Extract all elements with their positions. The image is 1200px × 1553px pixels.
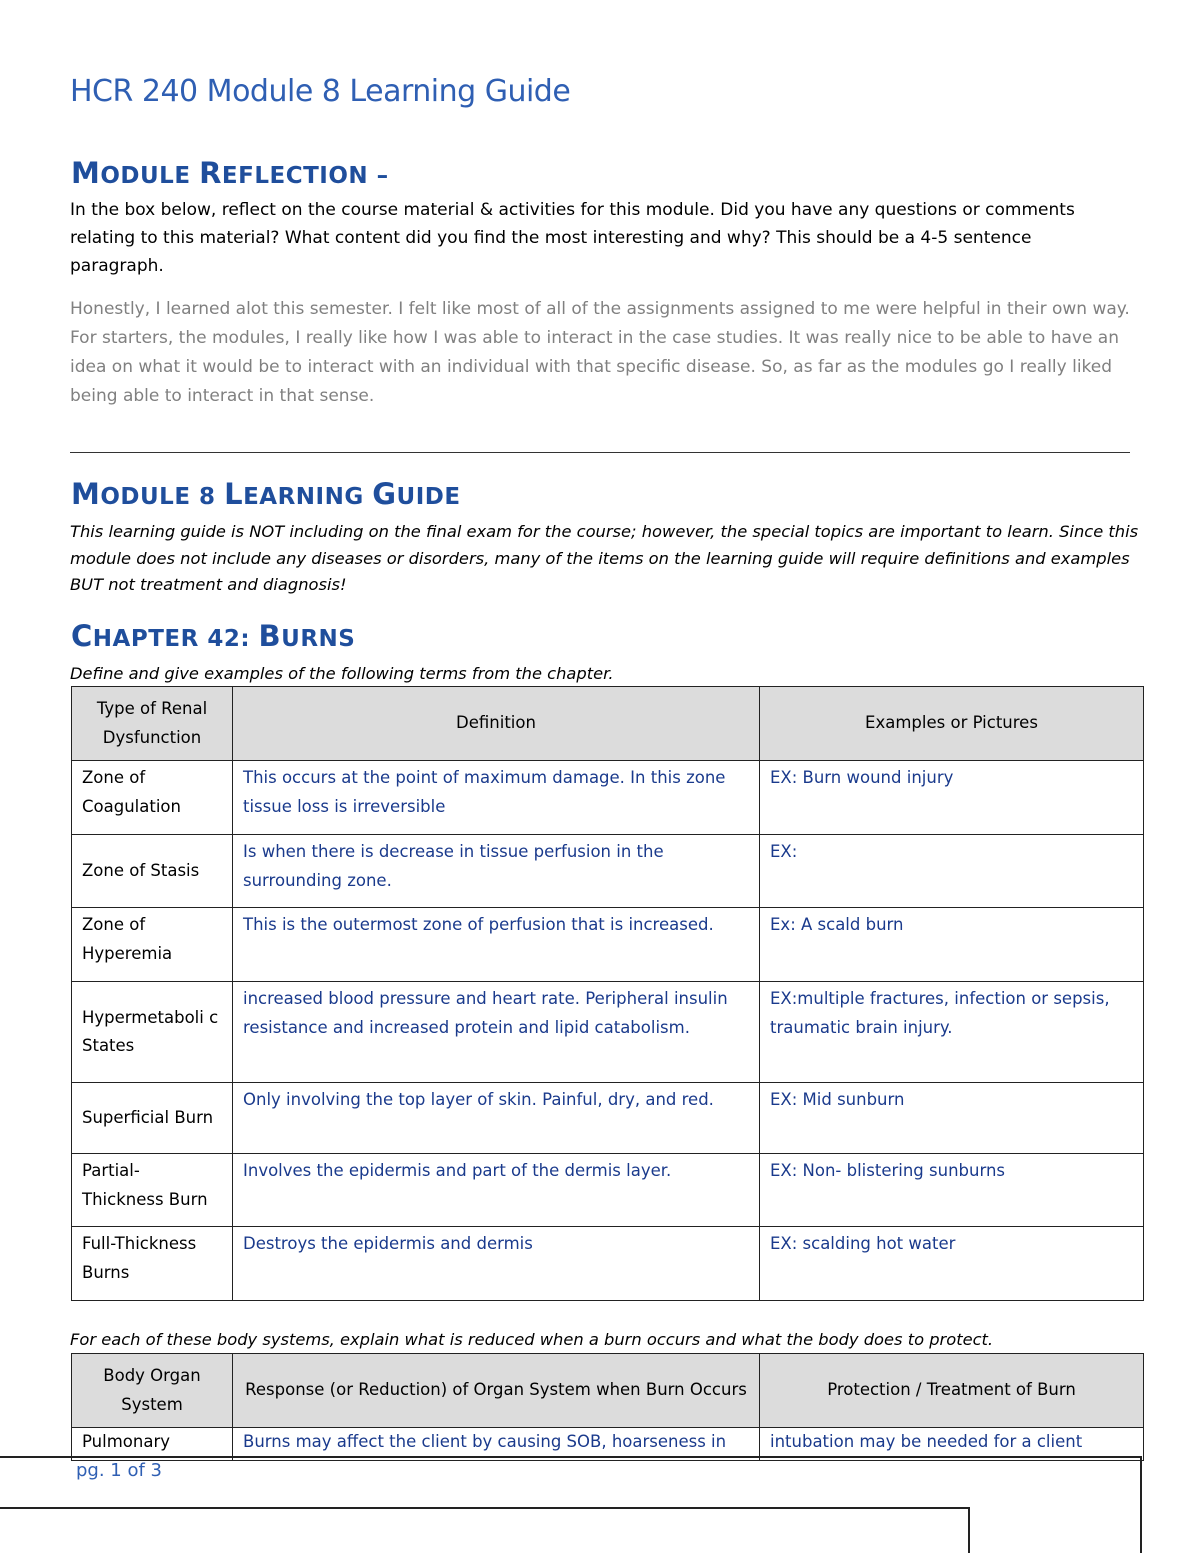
column-header: Response (or Reduction) of Organ System when Burn Occurs (233, 1354, 760, 1428)
table-row (72, 908, 1144, 982)
table-row (72, 761, 1144, 835)
reflection-answer: Honestly, I learned alot this semester. I felt like most of all of the assignments assigned to me were helpful in their own way. For starters, the modules, I really like how I was able to interact in the case studies. It was really nice to be able to have an idea on what it would be to interact with an individual with that specific disease. So, as far as the modules go I really liked being able to interact in that sense. (70, 299, 1130, 406)
example-cell: EX: Mid sunburn (760, 1083, 1144, 1154)
term-cell: Zone of Stasis (72, 835, 233, 908)
learning-guide-intro: This learning guide is NOT including on the final exam for the course; however, the special topics are important to learn. Since this module does not include any diseases or disorders, many of the items on the learning guide will require definitions and examples BUT not treatment and diagnosis! (70, 522, 1139, 594)
column-header: Definition (233, 687, 760, 761)
system-cell: Pulmonary (72, 1428, 233, 1461)
example-cell: EX: Non- blistering sunburns (760, 1154, 1144, 1227)
column-header: Body Organ System (72, 1354, 233, 1428)
table-row (72, 1154, 1144, 1227)
example-cell: EX: (760, 835, 1144, 908)
example-cell: EX: scalding hot water (760, 1227, 1144, 1301)
definition-cell: Destroys the epidermis and dermis (233, 1227, 760, 1301)
table-row (72, 1227, 1144, 1301)
systems-instruction: For each of these body systems, explain what is reduced when a burn occurs and what the body does to protect. (70, 1330, 994, 1349)
term-cell: Zone of Coagulation (72, 761, 233, 835)
definition-cell: This occurs at the point of maximum damage. In this zone tissue loss is irreversible (233, 761, 760, 835)
body-systems-table (71, 1353, 1144, 1461)
example-cell: Ex: A scald burn (760, 908, 1144, 982)
table-row (72, 835, 1144, 908)
example-cell: EX:multiple fractures, infection or sepsis, traumatic brain injury. (760, 982, 1144, 1083)
table-row (72, 982, 1144, 1083)
column-header: Examples or Pictures (760, 687, 1144, 761)
definition-cell: Is when there is decrease in tissue perfusion in the surrounding zone. (233, 835, 760, 908)
example-cell: EX: Burn wound injury (760, 761, 1144, 835)
table-row (72, 1083, 1144, 1154)
footer-inner-frame (0, 1507, 970, 1553)
response-cell: Burns may affect the client by causing SOB, hoarseness in (233, 1428, 760, 1461)
definition-cell: increased blood pressure and heart rate. Peripheral insulin resistance and increased protein and lipid catabolism. (233, 982, 760, 1083)
section-divider (70, 452, 1130, 453)
burn-terms-table (71, 686, 1144, 1301)
chapter-instruction: Define and give examples of the following terms from the chapter. (70, 664, 614, 683)
term-cell: Zone of Hyperemia (72, 908, 233, 982)
column-header: Type of Renal Dysfunction (72, 687, 233, 761)
definition-cell: Involves the epidermis and part of the dermis layer. (233, 1154, 760, 1227)
table-header-row (72, 1354, 1144, 1428)
table-header-row (72, 687, 1144, 761)
term-cell: Superficial Burn (72, 1083, 233, 1154)
column-header: Protection / Treatment of Burn (760, 1354, 1144, 1428)
page-number: pg. 1 of 3 (76, 1460, 162, 1481)
chapter-heading: CHAPTER 42: BURNS (71, 619, 356, 653)
term-cell: Hypermetaboli c States (72, 982, 233, 1083)
document-title: HCR 240 Module 8 Learning Guide (70, 74, 571, 109)
learning-guide-heading: MODULE 8 LEARNING GUIDE (71, 477, 461, 511)
definition-cell: This is the outermost zone of perfusion that is increased. (233, 908, 760, 982)
definition-cell: Only involving the top layer of skin. Painful, dry, and red. (233, 1083, 760, 1154)
protection-cell: intubation may be needed for a client (760, 1428, 1144, 1461)
reflection-prompt: In the box below, reflect on the course material & activities for this module. Did you have any questions or comments relating to this material? What content did you find the most interesting and why? This should be a 4-5 sentence paragraph. (70, 200, 1075, 276)
module-reflection-heading: MODULE REFLECTION – (71, 156, 389, 190)
term-cell: Full-Thickness Burns (72, 1227, 233, 1301)
term-cell: Partial- Thickness Burn (72, 1154, 233, 1227)
